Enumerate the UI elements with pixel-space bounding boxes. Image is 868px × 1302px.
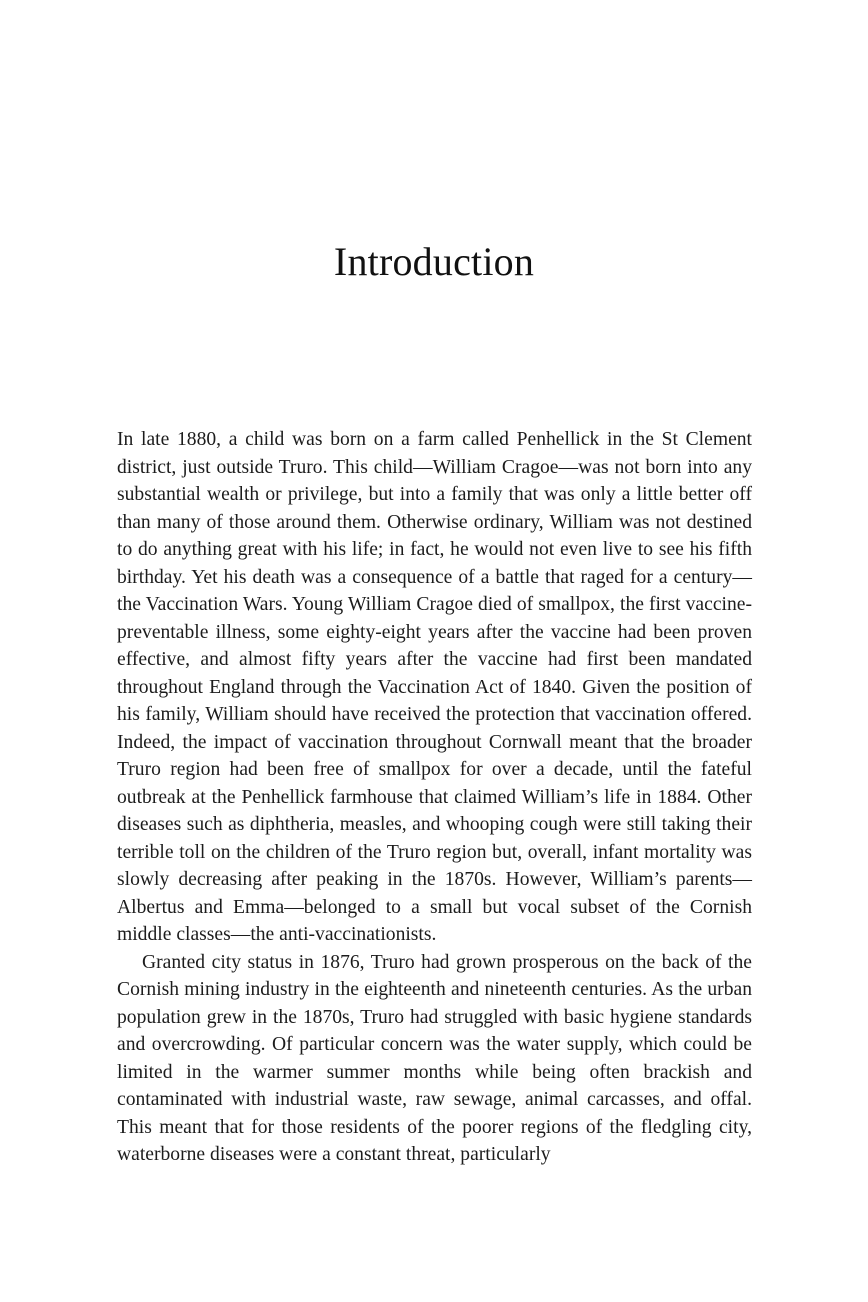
chapter-body: [117, 426, 752, 1169]
paragraph-2: Granted city status in 1876, Truro had grown prosperous on the back of the Cornish mining industry in the eighteenth and nineteenth centuries. As the urban population grew in the 1870s, Truro had struggled with basic hygiene standards and overcrowding. Of particular concern was the water supply, which could be limited in the warmer summer months while being often brackish and contaminated with industrial waste, raw sewage, animal carcasses, and offal. This meant that for those residents of the poorer regions of the fledgling city, waterborne diseases were a constant threat, particularly: [117, 951, 752, 1165]
paragraph-1: In late 1880, a child was born on a farm called Penhellick in the St Clement district, just outside Truro. This child—William Cragoe—was not born into any substantial wealth or privilege, but into a family that was only a little better off than many of those around them. Otherwise ordinary, William was not destined to do anything great with his life; in fact, he would not even live to see his fifth birthday. Yet his death was a consequence of a battle that raged for a century—the Vaccination Wars. Young William Cragoe died of smallpox, the first vaccine-preventable illness, some eighty-eight years after the vaccine had been proven effective, and almost fifty years after the vaccine had first been mandated throughout England through the Vaccination Act of 1840. Given the position of his family, William should have received the protection that vaccination offered. Indeed, the impact of vaccination throughout Cornwall meant that the broader Truro region had been free of smallpox for over a decade, until the fateful outbreak at the Penhellick farmhouse that claimed William’s life in 1884. Other diseases such as diphtheria, measles, and whooping cough were still taking their terrible toll on the children of the Truro region but, overall, infant mortality was slowly decreasing after peaking in the 1870s. However, William’s parents—Albertus and Emma—belonged to a small but vocal subset of the Cornish middle classes—the anti-vaccinationists.: [117, 429, 752, 945]
chapter-title: Introduction: [333, 239, 535, 284]
